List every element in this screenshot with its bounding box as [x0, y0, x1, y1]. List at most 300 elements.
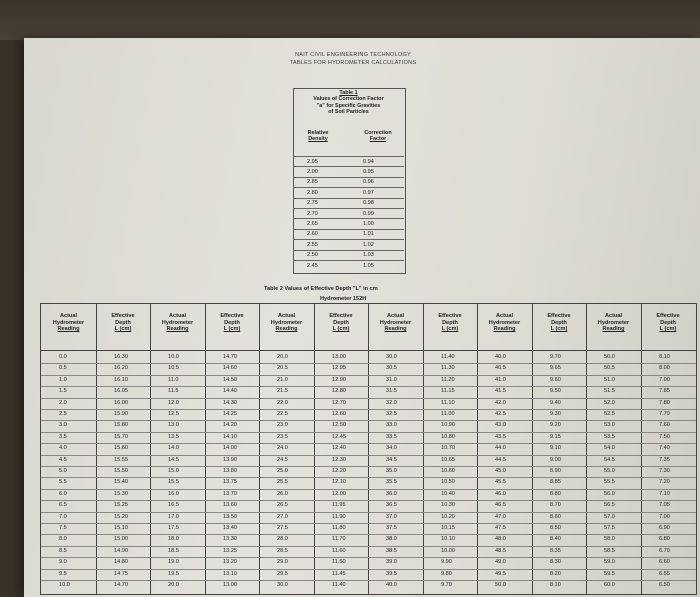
effective-depth-cell: 8.60: [550, 513, 561, 520]
effective-depth-cell: 13.70: [223, 490, 237, 497]
header-line-2: TABLES FOR HYDROMETER CALCULATIONS: [289, 60, 417, 66]
relative-density-cell: 2.85: [307, 179, 318, 186]
actual-reading-cell: 6.0: [59, 490, 67, 497]
actual-reading-cell: 41.0: [495, 376, 506, 383]
actual-reading-cell: 15.0: [168, 468, 179, 474]
table1-col1-header: [298, 130, 338, 143]
actual-reading-cell: 45.5: [495, 479, 506, 486]
table1-row: [293, 218, 404, 229]
effective-depth-cell: 12.20: [332, 468, 346, 474]
actual-reading-cell: 2.0: [59, 399, 67, 406]
table1-row: [293, 177, 404, 188]
effective-depth-cell: 15.60: [114, 445, 128, 452]
effective-depth-cell: 15.40: [114, 479, 128, 486]
effective-depth-cell: 6.50: [659, 582, 670, 588]
actual-reading-header: [150, 313, 205, 333]
actual-reading-cell: 37.5: [386, 525, 397, 531]
effective-depth-header-line: L (cm): [659, 326, 677, 332]
table1-row: [293, 166, 404, 177]
actual-reading-cell: 43.0: [495, 422, 506, 429]
effective-depth-cell: 11.70: [332, 536, 346, 543]
table2-column-divider: [532, 304, 533, 594]
effective-depth-cell: 13.25: [223, 547, 237, 554]
table2-row-divider: [41, 363, 696, 364]
table1-row: [293, 250, 404, 261]
effective-depth-cell: 8.35: [550, 547, 561, 554]
effective-depth-header-line: L (cm): [441, 326, 459, 332]
table1-row: [293, 260, 404, 271]
relative-density-cell: 2.50: [307, 252, 318, 259]
actual-reading-cell: 39.5: [386, 570, 397, 577]
effective-depth-cell: 13.75: [223, 479, 237, 486]
actual-reading-cell: 58.5: [604, 547, 615, 554]
effective-depth-cell: 10.50: [441, 479, 455, 486]
effective-depth-cell: 10.80: [441, 433, 455, 440]
effective-depth-cell: 7.60: [659, 422, 670, 429]
actual-reading-cell: 47.0: [495, 513, 506, 520]
actual-reading-header: [586, 313, 641, 333]
actual-reading-header-line: Actual: [277, 313, 296, 319]
actual-reading-cell: 57.5: [604, 525, 615, 531]
effective-depth-cell: 15.80: [114, 422, 128, 429]
effective-depth-header-line: L (cm): [223, 326, 241, 332]
actual-reading-cell: 4.5: [59, 456, 67, 463]
effective-depth-cell: 13.30: [223, 536, 237, 543]
actual-reading-cell: 17.0: [168, 513, 179, 520]
table1-caption-line: "a" for Specific Gravities: [316, 102, 381, 109]
effective-depth-cell: 7.35: [659, 456, 670, 463]
table1-row: [293, 198, 404, 209]
effective-depth-header-line: Depth: [333, 319, 349, 326]
effective-depth-cell: 9.15: [550, 433, 561, 440]
actual-reading-cell: 5.0: [59, 468, 67, 474]
effective-depth-header-line: Depth: [660, 319, 676, 326]
table2-row-divider: [41, 443, 696, 444]
actual-reading-cell: 28.0: [277, 536, 288, 543]
effective-depth-cell: 6.90: [659, 525, 670, 531]
actual-reading-cell: 50.5: [604, 365, 615, 372]
correction-factor-cell: 1.01: [363, 231, 374, 238]
table2-subtitle: Hydrometer 152H: [320, 296, 367, 302]
actual-reading-cell: 14.5: [168, 456, 179, 463]
effective-depth-cell: 6.80: [659, 536, 670, 543]
actual-reading-cell: 11.5: [168, 388, 179, 395]
effective-depth-cell: 11.20: [441, 376, 455, 383]
effective-depth-cell: 10.30: [441, 502, 455, 509]
effective-depth-cell: 7.05: [659, 502, 670, 509]
table2-column-divider: [96, 304, 97, 594]
effective-depth-cell: 11.40: [441, 354, 455, 360]
actual-reading-cell: 9.5: [59, 570, 67, 577]
actual-reading-cell: 59.0: [604, 559, 615, 566]
correction-factor-cell: 1.03: [363, 252, 374, 259]
table2-row-divider: [41, 432, 696, 433]
actual-reading-cell: 56.5: [604, 502, 615, 509]
actual-reading-cell: 36.5: [386, 502, 397, 509]
effective-depth-cell: 9.00: [550, 456, 561, 463]
effective-depth-cell: 13.00: [332, 354, 346, 360]
actual-reading-cell: 45.0: [495, 468, 506, 474]
actual-reading-cell: 11.0: [168, 376, 179, 383]
table2: [40, 303, 697, 595]
actual-reading-cell: 28.5: [277, 547, 288, 554]
effective-depth-cell: 11.10: [441, 399, 455, 406]
actual-reading-cell: 38.5: [386, 547, 397, 554]
actual-reading-cell: 39.0: [386, 559, 397, 566]
effective-depth-header-line: L (cm): [550, 326, 568, 332]
actual-reading-cell: 1.5: [59, 388, 67, 395]
effective-depth-cell: 15.00: [114, 536, 128, 543]
table1-col1-header-line: Density: [308, 136, 328, 143]
relative-density-cell: 2.70: [307, 210, 318, 217]
effective-depth-cell: 13.50: [223, 513, 237, 520]
actual-reading-cell: 31.5: [386, 388, 397, 395]
actual-reading-cell: 0.0: [59, 354, 67, 360]
actual-reading-cell: 16.5: [168, 502, 179, 509]
actual-reading-cell: 46.0: [495, 490, 506, 497]
actual-reading-cell: 24.5: [277, 456, 288, 463]
effective-depth-cell: 7.85: [659, 388, 670, 395]
actual-reading-header-line: Reading: [493, 326, 516, 332]
effective-depth-cell: 15.55: [114, 456, 128, 463]
actual-reading-cell: 51.5: [604, 388, 615, 395]
actual-reading-cell: 20.0: [277, 354, 288, 360]
table2-row-divider: [41, 420, 696, 421]
actual-reading-cell: 54.0: [604, 445, 615, 452]
relative-density-cell: 2.80: [307, 189, 318, 196]
actual-reading-cell: 43.5: [495, 433, 506, 440]
effective-depth-cell: 14.60: [223, 365, 237, 372]
table2-column-divider: [314, 304, 315, 594]
actual-reading-cell: 40.0: [386, 582, 397, 588]
actual-reading-cell: 54.5: [604, 456, 615, 463]
effective-depth-cell: 7.90: [659, 376, 670, 383]
actual-reading-cell: 26.0: [277, 490, 288, 497]
effective-depth-cell: 10.15: [441, 525, 455, 531]
actual-reading-cell: 51.0: [604, 376, 615, 383]
effective-depth-cell: 9.10: [550, 445, 561, 452]
table2-column-divider: [423, 304, 424, 594]
effective-depth-cell: 7.10: [659, 490, 670, 497]
effective-depth-cell: 8.20: [550, 570, 561, 577]
actual-reading-header-line: Actual: [168, 313, 187, 319]
actual-reading-cell: 16.0: [168, 490, 179, 497]
actual-reading-cell: 59.5: [604, 570, 615, 577]
actual-reading-cell: 22.0: [277, 399, 288, 406]
actual-reading-header-line: Actual: [495, 313, 514, 319]
table1-col2-header: [355, 130, 401, 143]
effective-depth-cell: 12.50: [332, 422, 346, 429]
effective-depth-cell: 16.10: [114, 376, 128, 383]
table1-caption: [293, 90, 404, 116]
effective-depth-header: [205, 313, 259, 333]
effective-depth-cell: 10.00: [441, 547, 455, 554]
actual-reading-cell: 30.0: [386, 354, 397, 360]
effective-depth-cell: 9.50: [550, 388, 561, 395]
actual-reading-cell: 53.5: [604, 433, 615, 440]
actual-reading-cell: 4.0: [59, 445, 67, 452]
effective-depth-header-line: Effective: [656, 313, 680, 319]
effective-depth-cell: 12.80: [332, 388, 346, 395]
effective-depth-cell: 8.70: [550, 502, 561, 509]
effective-depth-cell: 7.70: [659, 411, 670, 417]
actual-reading-cell: 25.0: [277, 468, 288, 474]
relative-density-cell: 2.90: [307, 168, 318, 175]
correction-factor-cell: 0.96: [363, 179, 374, 186]
actual-reading-cell: 49.5: [495, 570, 506, 577]
effective-depth-cell: 14.70: [114, 582, 128, 588]
actual-reading-header-line: Actual: [604, 313, 623, 319]
effective-depth-header-line: Effective: [547, 313, 571, 319]
effective-depth-cell: 13.00: [223, 582, 237, 588]
effective-depth-cell: 9.70: [550, 354, 561, 360]
table1-row: [293, 239, 404, 250]
effective-depth-cell: 13.90: [223, 456, 237, 463]
effective-depth-cell: 14.50: [223, 376, 237, 383]
actual-reading-cell: 21.0: [277, 376, 288, 383]
table2-row-divider: [41, 477, 696, 478]
actual-reading-cell: 6.5: [59, 502, 67, 509]
actual-reading-cell: 12.5: [168, 411, 179, 417]
effective-depth-cell: 9.65: [550, 365, 561, 372]
effective-depth-cell: 8.30: [550, 559, 561, 566]
effective-depth-cell: 11.40: [332, 582, 346, 588]
actual-reading-header: [259, 313, 314, 333]
effective-depth-cell: 8.10: [659, 354, 670, 360]
effective-depth-cell: 11.95: [332, 502, 346, 509]
effective-depth-cell: 12.45: [332, 433, 346, 440]
actual-reading-cell: 32.5: [386, 411, 397, 417]
actual-reading-cell: 29.0: [277, 559, 288, 566]
effective-depth-cell: 15.20: [114, 513, 128, 520]
table1-row: [293, 229, 404, 240]
actual-reading-cell: 8.5: [59, 547, 67, 554]
header-line-1: NAIT CIVIL ENGINEERING TECHNOLOGY: [295, 52, 411, 58]
actual-reading-cell: 35.5: [386, 479, 397, 486]
effective-depth-cell: 7.40: [659, 445, 670, 452]
actual-reading-cell: 19.5: [168, 570, 179, 577]
table2-row-divider: [41, 534, 696, 535]
actual-reading-header-line: Reading: [275, 326, 298, 332]
table2-row-divider: [41, 375, 696, 376]
effective-depth-header-line: Effective: [329, 313, 353, 319]
table2-row-divider: [41, 546, 696, 547]
effective-depth-cell: 14.80: [114, 559, 128, 566]
effective-depth-cell: 15.10: [114, 525, 128, 531]
effective-depth-cell: 7.80: [659, 399, 670, 406]
relative-density-cell: 2.55: [307, 241, 318, 248]
correction-factor-cell: 0.94: [363, 158, 374, 165]
effective-depth-header: [641, 313, 695, 333]
effective-depth-cell: 13.80: [223, 468, 237, 474]
actual-reading-cell: 40.0: [495, 354, 506, 360]
effective-depth-cell: 11.90: [332, 513, 346, 520]
effective-depth-cell: 14.10: [223, 433, 237, 440]
table2-row-divider: [41, 512, 696, 513]
effective-depth-cell: 13.10: [223, 570, 237, 577]
effective-depth-header: [314, 313, 368, 333]
effective-depth-cell: 8.40: [550, 536, 561, 543]
actual-reading-cell: 53.0: [604, 422, 615, 429]
effective-depth-cell: 14.70: [223, 354, 237, 360]
actual-reading-cell: 42.0: [495, 399, 506, 406]
correction-factor-cell: 0.95: [363, 168, 374, 175]
document-header: [268, 51, 438, 67]
correction-factor-cell: 1.02: [363, 241, 374, 248]
effective-depth-cell: 12.60: [332, 411, 346, 417]
actual-reading-cell: 27.5: [277, 525, 288, 531]
table2-row-divider: [41, 580, 696, 581]
effective-depth-cell: 14.20: [223, 422, 237, 429]
actual-reading-header-line: Hydrometer: [597, 319, 630, 326]
effective-depth-cell: 12.00: [332, 490, 346, 497]
effective-depth-cell: 10.90: [441, 422, 455, 429]
table2-row-divider: [41, 557, 696, 558]
effective-depth-header-line: Effective: [438, 313, 462, 319]
effective-depth-cell: 9.60: [550, 376, 561, 383]
actual-reading-cell: 23.5: [277, 433, 288, 440]
effective-depth-cell: 16.00: [114, 399, 128, 406]
effective-depth-cell: 15.25: [114, 502, 128, 509]
actual-reading-cell: 13.5: [168, 433, 179, 440]
actual-reading-header-line: Hydrometer: [379, 319, 412, 326]
effective-depth-header-line: Depth: [442, 319, 458, 326]
table1-row: [293, 156, 404, 167]
effective-depth-cell: 8.00: [659, 365, 670, 372]
actual-reading-cell: 35.0: [386, 468, 397, 474]
effective-depth-cell: 7.30: [659, 468, 670, 474]
correction-factor-cell: 0.99: [363, 210, 374, 217]
actual-reading-cell: 50.0: [604, 354, 615, 360]
relative-density-cell: 2.75: [307, 200, 318, 207]
table2-row-divider: [41, 523, 696, 524]
effective-depth-cell: 9.40: [550, 399, 561, 406]
effective-depth-cell: 10.20: [441, 513, 455, 520]
effective-depth-cell: 15.90: [114, 411, 128, 417]
effective-depth-cell: 9.90: [441, 559, 452, 566]
effective-depth-cell: 13.20: [223, 559, 237, 566]
actual-reading-cell: 10.0: [168, 354, 179, 360]
actual-reading-header-line: Actual: [386, 313, 405, 319]
actual-reading-cell: 44.0: [495, 445, 506, 452]
table2-column-divider: [150, 304, 151, 594]
actual-reading-cell: 52.5: [604, 411, 615, 417]
actual-reading-cell: 22.5: [277, 411, 288, 417]
actual-reading-header-line: Hydrometer: [270, 319, 303, 326]
actual-reading-cell: 1.0: [59, 376, 67, 383]
table1-row: [293, 208, 404, 219]
table1-caption-line: of Soil Particles: [328, 109, 369, 116]
effective-depth-cell: 6.55: [659, 570, 670, 577]
actual-reading-cell: 20.5: [277, 365, 288, 372]
actual-reading-cell: 3.5: [59, 433, 67, 440]
table2-column-divider: [205, 304, 206, 594]
actual-reading-cell: 14.0: [168, 445, 179, 452]
actual-reading-cell: 33.5: [386, 433, 397, 440]
correction-factor-cell: 0.98: [363, 200, 374, 207]
table1-col1-header-line: Relative: [307, 130, 329, 136]
effective-depth-cell: 8.90: [550, 468, 561, 474]
actual-reading-cell: 25.5: [277, 479, 288, 486]
effective-depth-cell: 6.60: [659, 559, 670, 566]
effective-depth-cell: 15.30: [114, 490, 128, 497]
effective-depth-cell: 8.85: [550, 479, 561, 486]
actual-reading-cell: 52.0: [604, 399, 615, 406]
actual-reading-cell: 60.0: [604, 582, 615, 588]
effective-depth-cell: 11.45: [332, 570, 346, 577]
table2-column-divider: [641, 304, 642, 594]
effective-depth-header-line: Effective: [111, 313, 135, 319]
effective-depth-cell: 16.05: [114, 388, 128, 395]
table2-column-divider: [368, 304, 369, 594]
actual-reading-cell: 42.5: [495, 411, 506, 417]
table2-row-divider: [41, 489, 696, 490]
effective-depth-cell: 9.20: [550, 422, 561, 429]
actual-reading-cell: 29.5: [277, 570, 288, 577]
actual-reading-cell: 21.5: [277, 388, 288, 395]
effective-depth-header-line: L (cm): [114, 326, 132, 332]
table2-title: Table 2 Values of Effective Depth "L" in cm: [264, 286, 378, 292]
actual-reading-cell: 15.5: [168, 479, 179, 486]
actual-reading-cell: 7.5: [59, 525, 67, 531]
effective-depth-cell: 15.70: [114, 433, 128, 440]
actual-reading-cell: 8.0: [59, 536, 67, 543]
effective-depth-cell: 12.70: [332, 399, 346, 406]
effective-depth-cell: 8.50: [550, 525, 561, 531]
effective-depth-cell: 11.00: [441, 411, 455, 417]
actual-reading-cell: 23.0: [277, 422, 288, 429]
table2-row-divider: [41, 569, 696, 570]
actual-reading-cell: 38.0: [386, 536, 397, 543]
effective-depth-cell: 14.75: [114, 570, 128, 577]
actual-reading-cell: 0.5: [59, 365, 67, 372]
actual-reading-cell: 40.5: [495, 365, 506, 372]
actual-reading-cell: 30.0: [277, 582, 288, 588]
actual-reading-header-line: Hydrometer: [488, 319, 521, 326]
actual-reading-header: [368, 313, 423, 333]
actual-reading-header-line: Reading: [166, 326, 189, 332]
table2-column-divider: [586, 304, 587, 594]
actual-reading-cell: 37.0: [386, 513, 397, 520]
effective-depth-cell: 10.40: [441, 490, 455, 497]
effective-depth-cell: 13.40: [223, 525, 237, 531]
actual-reading-cell: 13.0: [168, 422, 179, 429]
actual-reading-cell: 26.5: [277, 502, 288, 509]
effective-depth-cell: 8.10: [550, 582, 561, 588]
actual-reading-cell: 18.5: [168, 547, 179, 554]
actual-reading-cell: 41.5: [495, 388, 506, 395]
table2-column-divider: [477, 304, 478, 594]
actual-reading-header-line: Reading: [57, 326, 80, 332]
relative-density-cell: 2.60: [307, 231, 318, 238]
effective-depth-cell: 8.80: [550, 490, 561, 497]
actual-reading-header: [477, 313, 532, 333]
correction-factor-cell: 1.00: [363, 220, 374, 227]
effective-depth-cell: 14.40: [223, 388, 237, 395]
actual-reading-cell: 20.0: [168, 582, 179, 588]
actual-reading-cell: 27.0: [277, 513, 288, 520]
actual-reading-cell: 33.0: [386, 422, 397, 429]
actual-reading-cell: 34.5: [386, 456, 397, 463]
actual-reading-cell: 57.0: [604, 513, 615, 520]
actual-reading-cell: 55.0: [604, 468, 615, 474]
table1-col2-header-line: Factor: [369, 136, 387, 143]
table1-caption-line: Table 1: [339, 90, 358, 96]
effective-depth-cell: 12.90: [332, 376, 346, 383]
actual-reading-cell: 56.0: [604, 490, 615, 497]
actual-reading-cell: 47.5: [495, 525, 506, 531]
table2-row-divider: [41, 386, 696, 387]
